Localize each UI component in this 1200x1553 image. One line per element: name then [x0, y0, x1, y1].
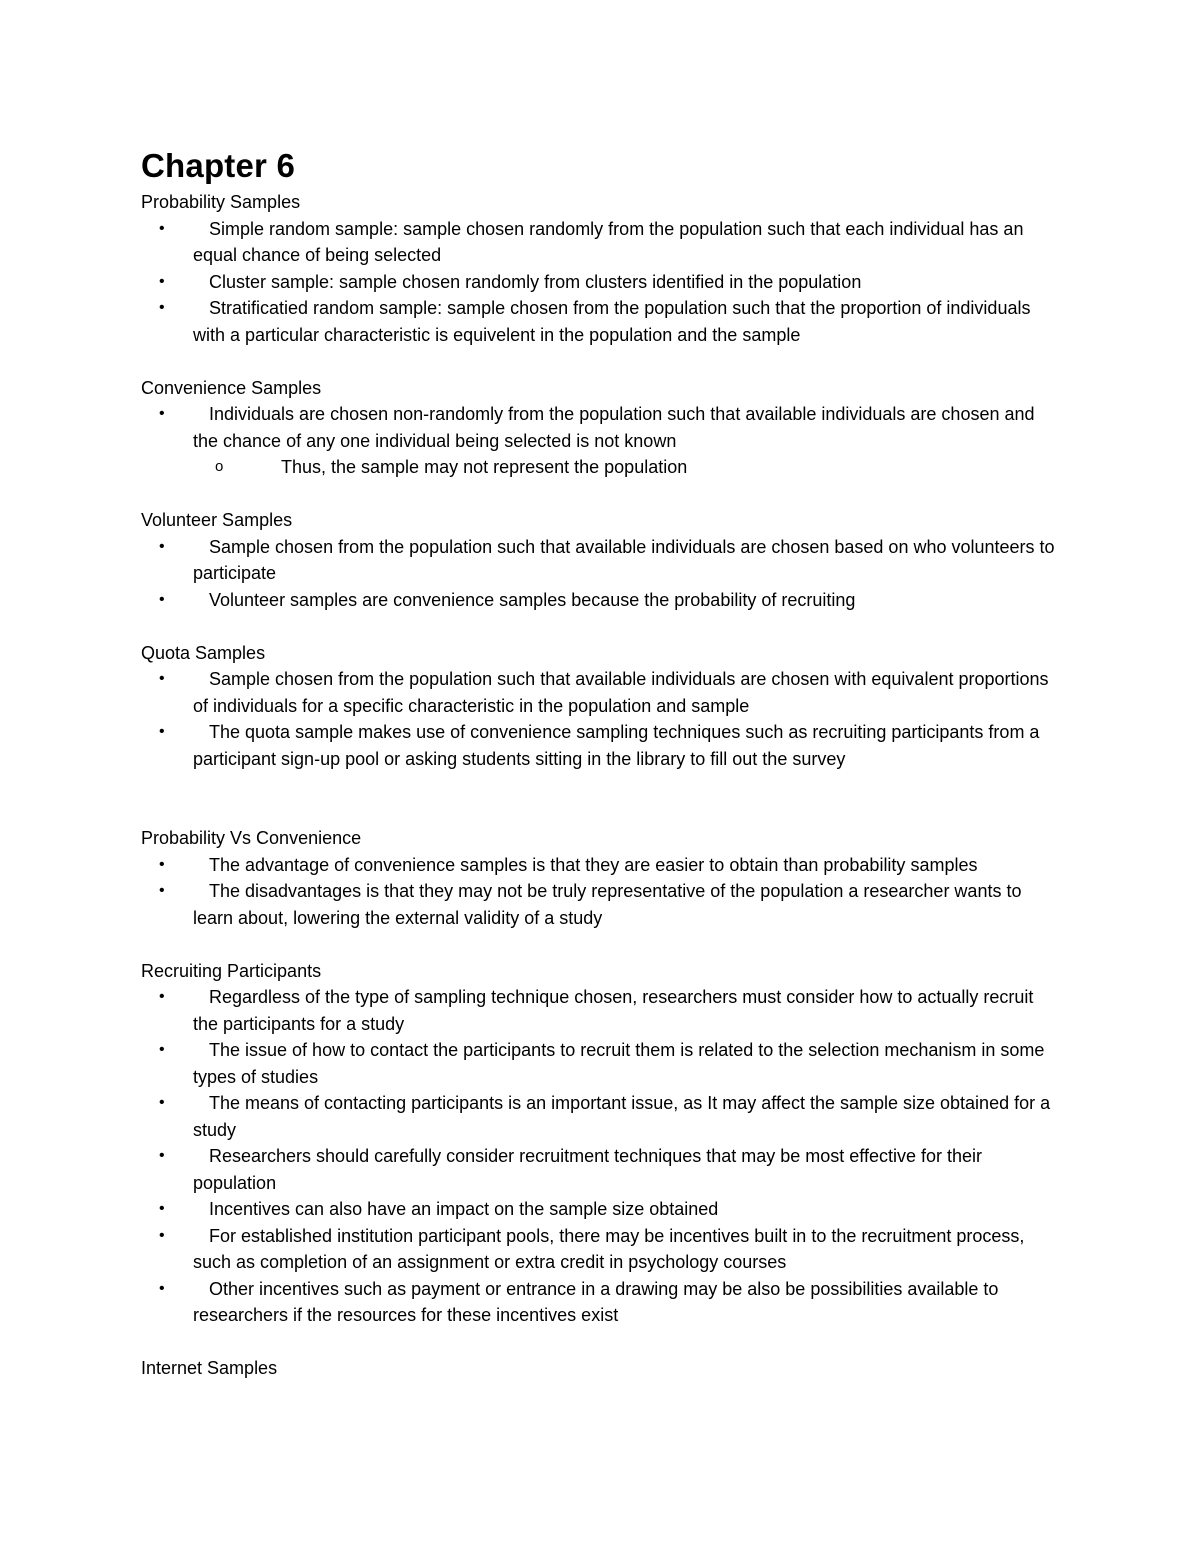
list-item [141, 984, 1061, 1037]
bullet-list [141, 666, 1061, 772]
list-item [141, 401, 1061, 454]
list-item [141, 1143, 1061, 1196]
list-item [141, 587, 1061, 614]
list-item [141, 1037, 1061, 1090]
list-item [141, 1223, 1061, 1276]
section-heading: Probability Samples [141, 192, 301, 212]
document-body [141, 189, 1061, 1408]
section-convenience-samples [141, 375, 1061, 481]
bullet-list [141, 852, 1061, 932]
list-item-text: Other incentives such as payment or entrance in a drawing may be also be possibilities available to researchers if the resources for these incentives exist [193, 1278, 999, 1325]
list-item [141, 269, 1061, 296]
bullet-icon: • [159, 670, 165, 687]
section-recruiting-participants [141, 958, 1061, 1329]
list-item-text: The issue of how to contact the participants to recruit them is related to the selection mechanism in some types of studies [193, 1040, 1045, 1087]
section-heading: Volunteer Samples [141, 510, 293, 530]
list-item-text: Sample chosen from the population such that available individuals are chosen with equivalent proportions of individuals for a specific characteristic in the population and sample [193, 669, 1049, 716]
sub-bullet-list [141, 454, 1061, 481]
section-volunteer-samples [141, 507, 1061, 613]
bullet-icon: • [159, 1041, 165, 1058]
list-item [141, 534, 1061, 587]
list-item [141, 1276, 1061, 1329]
section-heading: Convenience Samples [141, 377, 322, 398]
section-probability-samples [141, 189, 1061, 348]
sub-list-item-text: Thus, the sample may not represent the population [281, 457, 688, 477]
list-item-text: Simple random sample: sample chosen randomly from the population such that each individual has an equal chance of being selected [193, 218, 1024, 265]
list-item [141, 852, 1061, 879]
section-heading: Probability Vs Convenience [141, 828, 362, 848]
list-item-text: Volunteer samples are convenience samples because the probability of recruiting [209, 589, 856, 610]
bullet-icon: • [159, 537, 165, 555]
bullet-icon: • [159, 405, 165, 422]
list-item [141, 878, 1061, 931]
bullet-list [141, 534, 1061, 614]
list-item [141, 1090, 1061, 1143]
list-item-text: Individuals are chosen non-randomly from the population such that available individuals are chosen and the chance of any one individual being selected is not known [193, 404, 1035, 451]
list-item-text: The disadvantages is that they may not be truly representative of the population a researcher wants to learn about, lowering the external validity of a study [193, 881, 1022, 928]
list-item [141, 216, 1061, 269]
bullet-icon: • [159, 219, 165, 237]
list-item-text: Cluster sample: sample chosen randomly from clusters identified in the population [209, 271, 862, 292]
section-internet-samples [141, 1355, 1061, 1382]
bullet-icon: • [159, 1147, 165, 1164]
sub-list-item [141, 454, 1061, 481]
list-item-text: The means of contacting participants is an important issue, as It may affect the sample size obtained for a study [193, 1093, 1051, 1140]
bullet-icon: • [159, 882, 165, 899]
list-item-text: The quota sample makes use of convenience sampling techniques such as recruiting participants from a participant sign-up pool or asking students sitting in the library to fill out the survey [193, 722, 1040, 769]
list-item [141, 666, 1061, 719]
bullet-icon: • [159, 988, 165, 1005]
bullet-list [141, 216, 1061, 349]
section-quota-samples [141, 640, 1061, 773]
list-item [141, 719, 1061, 772]
section-heading: Internet Samples [141, 1358, 278, 1378]
list-item-text: Incentives can also have an impact on the sample size obtained [209, 1199, 719, 1219]
list-item [141, 1196, 1061, 1223]
bullet-icon: • [159, 590, 165, 608]
bullet-icon: • [159, 723, 165, 740]
section-heading: Recruiting Participants [141, 960, 322, 981]
bullet-icon: • [159, 1094, 165, 1111]
bullet-icon: • [159, 272, 165, 290]
circle-bullet-icon: o [215, 458, 224, 475]
chapter-title: Chapter 6 [141, 147, 296, 184]
bullet-icon: • [159, 1226, 165, 1244]
list-item-text: Sample chosen from the population such that available individuals are chosen based on who volunteers to participate [193, 536, 1055, 583]
list-item-text: Regardless of the type of sampling technique chosen, researchers must consider how to actually recruit the participants for a study [193, 987, 1034, 1034]
bullet-icon: • [159, 855, 165, 873]
list-item-text: Researchers should carefully consider recruitment techniques that may be most effective for their population [193, 1146, 983, 1193]
section-probability-vs-convenience [141, 825, 1061, 931]
bullet-list [141, 401, 1061, 454]
bullet-icon: • [159, 1200, 165, 1217]
bullet-list [141, 984, 1061, 1329]
bullet-icon: • [159, 1279, 165, 1297]
list-item-text: Stratificatied random sample: sample chosen from the population such that the proportion of individuals with a particular characteristic is equivelent in the population and the sample [193, 298, 1031, 345]
list-item-text: The advantage of convenience samples is that they are easier to obtain than probability samples [209, 854, 978, 875]
list-item [141, 295, 1061, 348]
bullet-icon: • [159, 299, 165, 316]
list-item-text: For established institution participant pools, there may be incentives built in to the recruitment process, such as completion of an assignment or extra credit in psychology courses [193, 1225, 1025, 1272]
section-heading: Quota Samples [141, 642, 266, 663]
